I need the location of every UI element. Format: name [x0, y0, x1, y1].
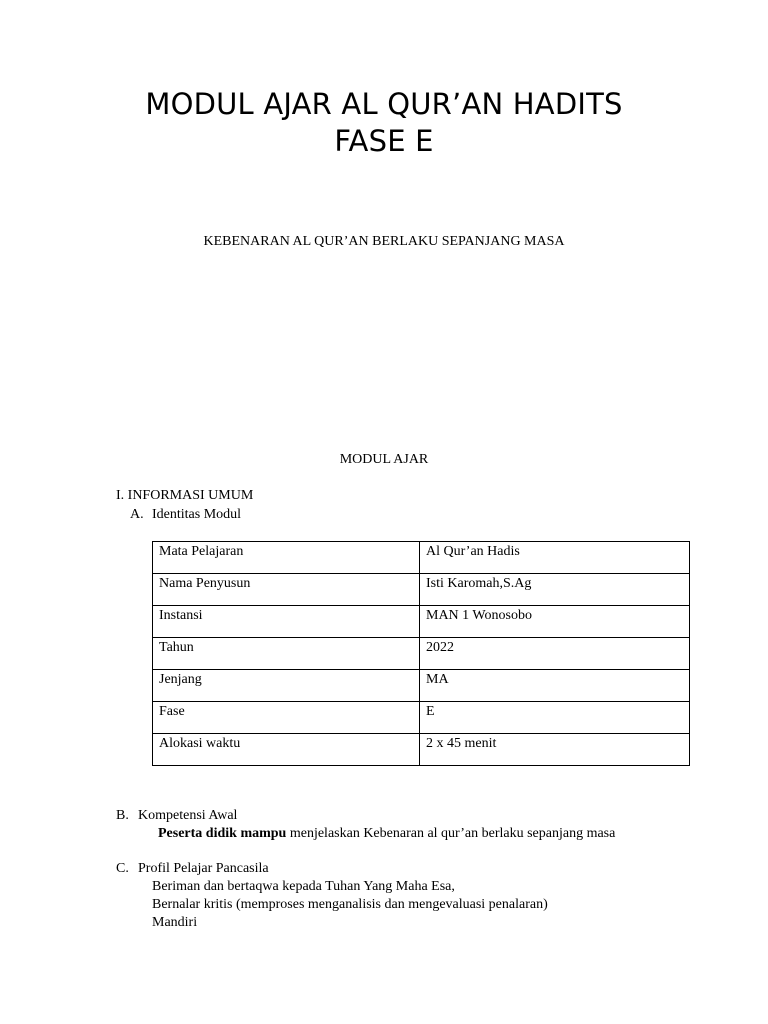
subsection-label: Identitas Modul	[152, 507, 242, 522]
table-row	[153, 542, 690, 574]
list-item: Mandiri	[152, 915, 198, 930]
title-line-2: FASE E	[334, 124, 434, 158]
table-cell-value: E	[420, 702, 690, 734]
table-row	[153, 670, 690, 702]
table-row	[153, 606, 690, 638]
list-item: Bernalar kritis (memproses menganalisis dan mengevaluasi penalaran)	[152, 897, 548, 912]
document-subtitle: KEBENARAN AL QUR’AN BERLAKU SEPANJANG MASA	[203, 234, 565, 249]
table-cell-value: MAN 1 Wonosobo	[420, 606, 690, 638]
table-row	[153, 574, 690, 606]
subsection-profil-pelajar	[116, 860, 269, 878]
table-cell-label: Jenjang	[153, 670, 420, 702]
table-row	[153, 734, 690, 766]
table-cell-value: MA	[420, 670, 690, 702]
identity-table	[152, 541, 690, 766]
list-marker: A.	[130, 507, 144, 522]
table-cell-value: Isti Karomah,S.Ag	[420, 574, 690, 606]
table-cell-label: Fase	[153, 702, 420, 734]
table-cell-label: Instansi	[153, 606, 420, 638]
kompetensi-bold-text: Peserta didik mampu	[158, 826, 287, 841]
modul-heading: MODUL AJAR	[339, 452, 429, 467]
table-row	[153, 638, 690, 670]
table-row	[153, 702, 690, 734]
table-cell-value: Al Qur’an Hadis	[420, 542, 690, 574]
list-marker: C.	[116, 861, 129, 876]
table-cell-label: Nama Penyusun	[153, 574, 420, 606]
subsection-label: Profil Pelajar Pancasila	[138, 861, 269, 876]
table-cell-label: Alokasi waktu	[153, 734, 420, 766]
subsection-identitas-modul	[130, 506, 241, 524]
table-cell-label: Mata Pelajaran	[153, 542, 420, 574]
list-marker: B.	[116, 808, 129, 823]
section-informasi-umum: I. INFORMASI UMUM	[116, 488, 254, 503]
kompetensi-text: menjelaskan Kebenaran al qur’an berlaku sepanjang masa	[286, 826, 616, 841]
title-line-1: MODUL AJAR AL QUR’AN HADITS	[145, 87, 623, 121]
document-title	[0, 86, 768, 160]
table-cell-value: 2022	[420, 638, 690, 670]
list-item: Beriman dan bertaqwa kepada Tuhan Yang Maha Esa,	[152, 879, 455, 894]
kompetensi-description	[158, 825, 615, 843]
table-cell-label: Tahun	[153, 638, 420, 670]
subsection-kompetensi-awal	[116, 807, 237, 825]
profil-list	[152, 878, 548, 932]
subsection-label: Kompetensi Awal	[138, 808, 238, 823]
table-cell-value: 2 x 45 menit	[420, 734, 690, 766]
